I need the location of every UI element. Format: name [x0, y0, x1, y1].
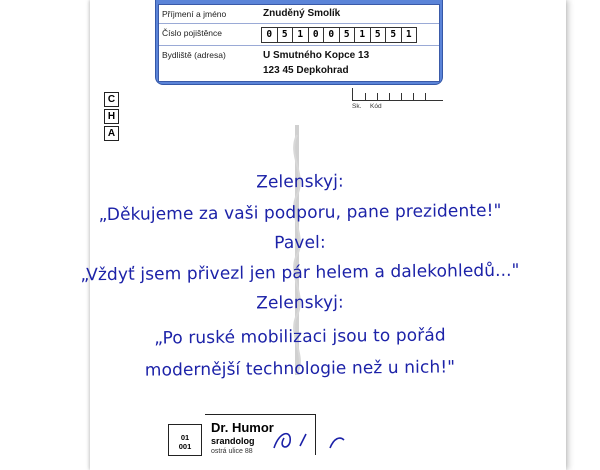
- doctor-address: ostrá ulice 88: [211, 448, 253, 455]
- doctor-code-bottom: 001: [178, 442, 192, 451]
- doctor-title: srandolog: [211, 436, 255, 446]
- cha-box-c: C: [104, 92, 119, 107]
- message-line-5: Zelenskyj:: [256, 292, 344, 314]
- message-line-3: Pavel:: [274, 232, 326, 254]
- code-label-kod: Kód: [370, 103, 382, 110]
- name-value: Znuděný Smolík: [263, 8, 341, 19]
- insurance-digit: 5: [385, 27, 402, 43]
- insurance-digit: 5: [339, 27, 356, 43]
- insurance-digit: 1: [292, 27, 309, 43]
- cha-box-a: A: [104, 126, 119, 141]
- patient-form: [158, 4, 440, 82]
- insurance-digit: 5: [277, 27, 294, 43]
- doctor-code-box: [168, 424, 202, 456]
- message-line-2: „Děkujeme za vaši podporu, pane prezidente!": [98, 200, 502, 226]
- code-tick-ruler: [352, 88, 443, 101]
- address-line2: 123 45 Depkohrad: [263, 65, 349, 76]
- insurance-digit: 0: [261, 27, 278, 43]
- insurance-digit: 5: [370, 27, 387, 43]
- insurance-digit: 0: [308, 27, 325, 43]
- message-line-4: „Vždyť jsem přivezl jen pár helem a dalekohledů...": [80, 260, 520, 286]
- insurance-row: [159, 24, 439, 46]
- code-label-sk: Sk.: [352, 103, 362, 110]
- signature-icon: [270, 428, 350, 450]
- address-label: Bydliště (adresa): [162, 50, 226, 60]
- doctor-code-top: 01: [180, 433, 190, 442]
- doctor-name: Dr. Humor: [211, 420, 274, 435]
- insurance-digit: 1: [401, 27, 418, 43]
- insurance-digits: [261, 27, 416, 42]
- message-line-6: „Po ruské mobilizaci jsou to pořád: [154, 325, 446, 349]
- address-line1: U Smutného Kopce 13: [263, 50, 370, 61]
- name-label: Příjmení a jméno: [162, 9, 227, 19]
- insurance-digit: 0: [323, 27, 340, 43]
- name-row: [159, 5, 439, 24]
- cha-box-h: H: [104, 109, 119, 124]
- insurance-digit: 1: [354, 27, 371, 43]
- message-line-1: Zelenskyj:: [256, 171, 344, 193]
- address-row: [159, 46, 439, 81]
- message-line-7: modernější technologie než u nich!": [144, 357, 456, 381]
- insurance-label: Číslo pojištěnce: [162, 28, 223, 38]
